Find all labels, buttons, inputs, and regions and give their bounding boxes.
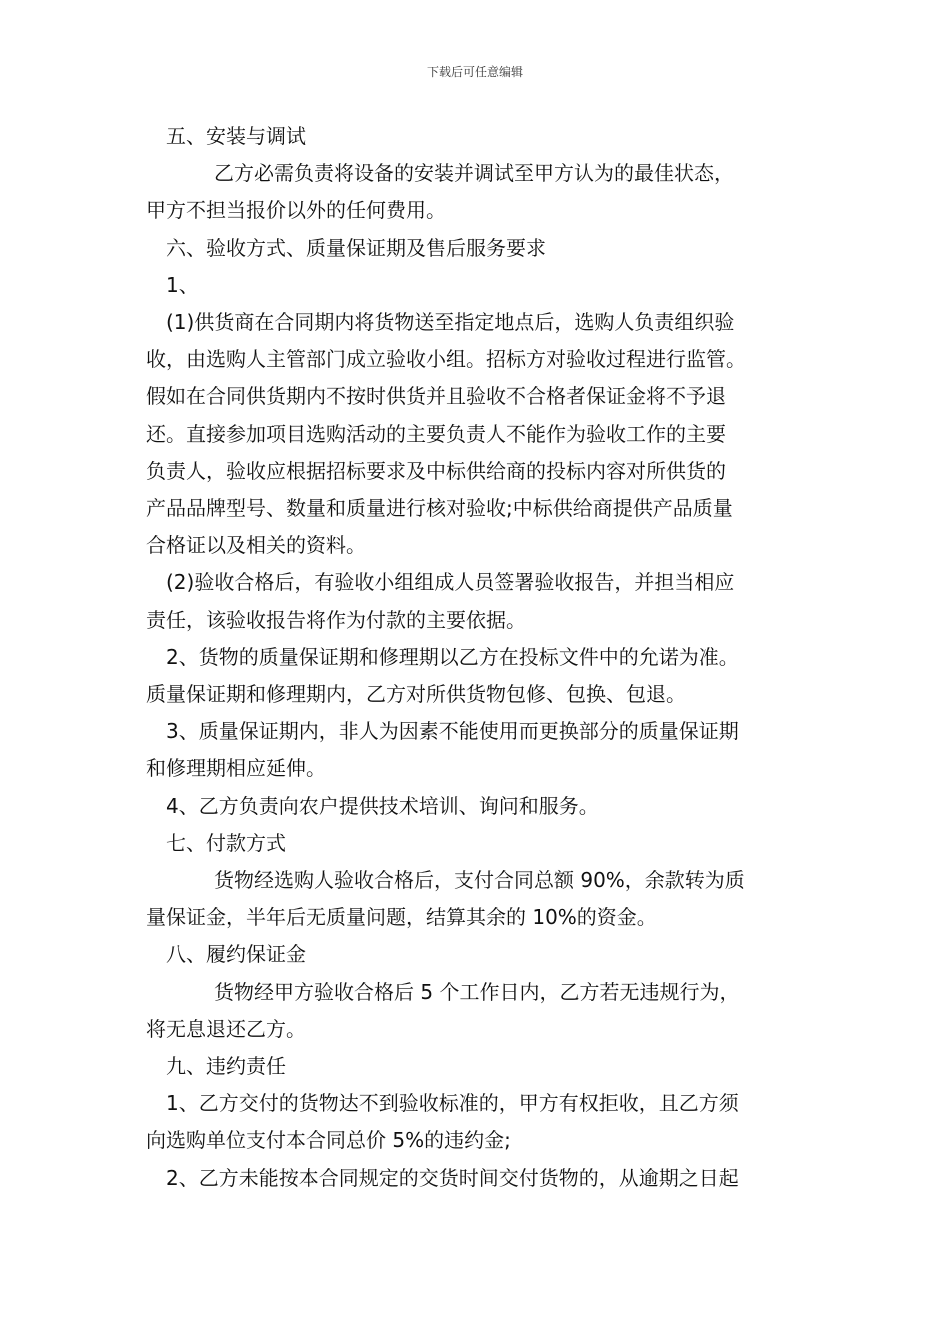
body-line: 甲方不担当报价以外的任何费用。 [146, 198, 446, 223]
body-line: 将无息退还乙方。 [146, 1016, 306, 1041]
body-line: 产品品牌型号、数量和质量进行核对验收;中标供给商提供产品质量 [146, 496, 733, 521]
body-line: (2)验收合格后，有验收小组组成人员签署验收报告，并担当相应 [166, 570, 735, 595]
body-line: 量保证金，半年后无质量问题，结算其余的 10%的资金。 [146, 905, 657, 930]
body-line: 负责人，验收应根据招标要求及中标供给商的投标内容对所供货的 [146, 458, 726, 483]
list-item: 3、质量保证期内，非人为因素不能使用而更换部分的质量保证期 [166, 719, 739, 744]
list-item: 1、 [166, 272, 199, 297]
section-heading: 六、验收方式、质量保证期及售后服务要求 [166, 235, 546, 260]
body-line: 还。直接参加项目选购活动的主要负责人不能作为验收工作的主要 [146, 421, 726, 446]
body-line: 乙方必需负责将设备的安装并调试至甲方认为的最佳状态， [214, 161, 734, 186]
section-heading: 五、安装与调试 [166, 124, 306, 148]
body-line: 假如在合同供货期内不按时供货并且验收不合格者保证金将不予退 [146, 384, 726, 409]
body-line: 货物经选购人验收合格后，支付合同总额 90%，余款转为质 [214, 868, 745, 893]
list-item: 2、乙方未能按本合同规定的交货时间交付货物的，从逾期之日起 [166, 1165, 739, 1190]
body-line: 向选购单位支付本合同总价 5%的违约金; [146, 1128, 511, 1153]
list-item: 1、乙方交付的货物达不到验收标准的，甲方有权拒收，且乙方须 [166, 1091, 739, 1116]
page-header-note: 下载后可任意编辑 [426, 65, 523, 79]
list-item: 4、乙方负责向农户提供技术培训、询问和服务。 [166, 793, 599, 818]
body-line: 和修理期相应延伸。 [146, 756, 326, 781]
body-line: 合格证以及相关的资料。 [146, 533, 366, 558]
body-line: 责任，该验收报告将作为付款的主要依据。 [146, 607, 526, 632]
section-heading: 九、违约责任 [166, 1054, 286, 1079]
body-line: 货物经甲方验收合格后 5 个工作日内，乙方若无违规行为， [214, 979, 740, 1004]
body-line: 收，由选购人主管部门成立验收小组。招标方对验收过程进行监管。 [146, 347, 746, 372]
section-heading: 七、付款方式 [166, 830, 286, 855]
body-line: (1)供货商在合同期内将货物送至指定地点后，选购人负责组织验 [166, 310, 735, 335]
list-item: 2、货物的质量保证期和修理期以乙方在投标文件中的允诺为准。 [166, 644, 739, 669]
document-body [146, 118, 810, 1197]
section-heading: 八、履约保证金 [166, 942, 306, 967]
body-line: 质量保证期和修理期内，乙方对所供货物包修、包换、包退。 [146, 682, 686, 707]
